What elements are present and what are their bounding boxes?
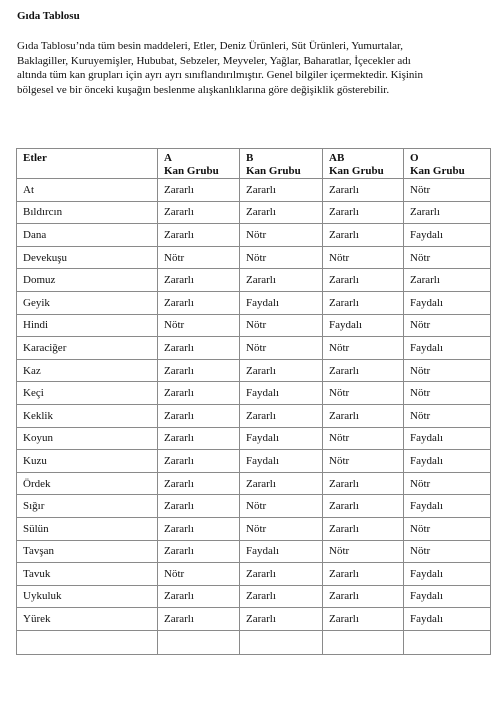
table-row — [17, 608, 491, 631]
header-blood-type-b: B Kan Grubu — [240, 149, 323, 179]
blood-a-cell: Zararlı — [158, 224, 240, 247]
meat-name-cell: At — [17, 179, 158, 202]
table-row — [17, 495, 491, 518]
meat-name-cell: Devekuşu — [17, 246, 158, 269]
blood-b-cell: Zararlı — [240, 472, 323, 495]
table-row — [17, 246, 491, 269]
blood-a-cell: Zararlı — [158, 495, 240, 518]
blood-o-cell: Faydalı — [404, 224, 491, 247]
blood-o-cell: Nötr — [404, 246, 491, 269]
blood-o-cell: Faydalı — [404, 563, 491, 586]
blood-o-cell: Zararlı — [404, 269, 491, 292]
meat-name-cell: Bıldırcın — [17, 201, 158, 224]
table-row — [17, 291, 491, 314]
blood-o-cell: Faydalı — [404, 585, 491, 608]
blood-ab-cell: Nötr — [323, 382, 404, 405]
table-body — [17, 179, 491, 655]
blood-o-cell: Nötr — [404, 517, 491, 540]
blood-a-cell: Zararlı — [158, 201, 240, 224]
blood-ab-cell: Zararlı — [323, 291, 404, 314]
table-row — [17, 382, 491, 405]
table-row — [17, 269, 491, 292]
blood-a-cell: Nötr — [158, 563, 240, 586]
blood-a-cell: Nötr — [158, 246, 240, 269]
table-row — [17, 314, 491, 337]
blood-a-cell: Zararlı — [158, 179, 240, 202]
blood-b-cell: Zararlı — [240, 201, 323, 224]
blood-b-cell: Nötr — [240, 224, 323, 247]
header-meat: Etler — [17, 149, 158, 179]
blood-o-cell: Faydalı — [404, 427, 491, 450]
empty-cell — [17, 630, 158, 654]
blood-ab-cell: Nötr — [323, 246, 404, 269]
document-title: Gıda Tablosu — [17, 10, 80, 22]
table-header-row — [17, 149, 491, 179]
blood-b-cell: Zararlı — [240, 179, 323, 202]
blood-o-cell: Faydalı — [404, 337, 491, 360]
blood-ab-cell: Zararlı — [323, 472, 404, 495]
table-row — [17, 517, 491, 540]
blood-o-cell: Faydalı — [404, 495, 491, 518]
meat-name-cell: Domuz — [17, 269, 158, 292]
intro-line: Baklagiller, Kuruyemişler, Hububat, Sebzeler, Meyveler, Yağlar, Baharatlar, İçecekler adı — [17, 54, 411, 67]
blood-ab-cell: Zararlı — [323, 269, 404, 292]
table-row — [17, 540, 491, 563]
header-blood-type-a: A Kan Grubu — [158, 149, 240, 179]
blood-ab-cell: Zararlı — [323, 495, 404, 518]
blood-ab-cell: Nötr — [323, 450, 404, 473]
blood-ab-cell: Nötr — [323, 540, 404, 563]
blood-b-cell: Faydalı — [240, 540, 323, 563]
blood-b-cell: Zararlı — [240, 585, 323, 608]
blood-b-cell: Faydalı — [240, 382, 323, 405]
table-row — [17, 224, 491, 247]
blood-o-cell: Faydalı — [404, 291, 491, 314]
blood-a-cell: Zararlı — [158, 269, 240, 292]
blood-o-cell: Nötr — [404, 404, 491, 427]
blood-ab-cell: Zararlı — [323, 179, 404, 202]
meat-name-cell: Ördek — [17, 472, 158, 495]
blood-o-cell: Nötr — [404, 179, 491, 202]
table-row — [17, 450, 491, 473]
food-table — [16, 148, 491, 655]
blood-ab-cell: Zararlı — [323, 224, 404, 247]
meat-name-cell: Uykuluk — [17, 585, 158, 608]
blood-a-cell: Zararlı — [158, 540, 240, 563]
intro-line: bölgesel ve bir önceki kuşağın beslenme alışkanlıklarına göre değişiklik gösterebilir. — [17, 83, 390, 96]
blood-a-cell: Zararlı — [158, 608, 240, 631]
header-blood-type-o: O Kan Grubu — [404, 149, 491, 179]
blood-b-cell: Zararlı — [240, 359, 323, 382]
meat-name-cell: Geyik — [17, 291, 158, 314]
meat-name-cell: Koyun — [17, 427, 158, 450]
meat-name-cell: Yürek — [17, 608, 158, 631]
blood-ab-cell: Zararlı — [323, 201, 404, 224]
table-row — [17, 427, 491, 450]
intro-paragraph — [17, 39, 499, 97]
table-row — [17, 337, 491, 360]
blood-a-cell: Zararlı — [158, 427, 240, 450]
empty-cell — [158, 630, 240, 654]
blood-b-cell: Nötr — [240, 246, 323, 269]
meat-name-cell: Tavşan — [17, 540, 158, 563]
meat-name-cell: Tavuk — [17, 563, 158, 586]
empty-cell — [240, 630, 323, 654]
table-row — [17, 404, 491, 427]
table-row — [17, 359, 491, 382]
blood-o-cell: Faydalı — [404, 608, 491, 631]
blood-o-cell: Nötr — [404, 540, 491, 563]
blood-o-cell: Nötr — [404, 472, 491, 495]
blood-b-cell: Faydalı — [240, 450, 323, 473]
blood-ab-cell: Zararlı — [323, 563, 404, 586]
blood-a-cell: Zararlı — [158, 472, 240, 495]
header-blood-type-ab: AB Kan Grubu — [323, 149, 404, 179]
meat-name-cell: Hindi — [17, 314, 158, 337]
table-row — [17, 563, 491, 586]
blood-ab-cell: Nötr — [323, 427, 404, 450]
blood-o-cell: Nötr — [404, 359, 491, 382]
blood-o-cell: Zararlı — [404, 201, 491, 224]
blood-b-cell: Zararlı — [240, 608, 323, 631]
blood-ab-cell: Zararlı — [323, 517, 404, 540]
blood-ab-cell: Nötr — [323, 337, 404, 360]
blood-a-cell: Zararlı — [158, 404, 240, 427]
empty-cell — [323, 630, 404, 654]
meat-name-cell: Keçi — [17, 382, 158, 405]
table-row — [17, 585, 491, 608]
meat-name-cell: Keklik — [17, 404, 158, 427]
meat-name-cell: Sülün — [17, 517, 158, 540]
meat-name-cell: Kaz — [17, 359, 158, 382]
empty-cell — [404, 630, 491, 654]
blood-b-cell: Nötr — [240, 314, 323, 337]
blood-b-cell: Faydalı — [240, 427, 323, 450]
blood-b-cell: Zararlı — [240, 269, 323, 292]
blood-b-cell: Zararlı — [240, 404, 323, 427]
meat-name-cell: Sığır — [17, 495, 158, 518]
intro-line: altında tüm kan grupları için ayrı ayrı sınıflandırılmıştır. Genel bilgiler içermektedir. Kişinin — [17, 69, 423, 82]
blood-o-cell: Nötr — [404, 314, 491, 337]
table-row — [17, 472, 491, 495]
blood-ab-cell: Zararlı — [323, 404, 404, 427]
blood-a-cell: Zararlı — [158, 382, 240, 405]
blood-a-cell: Nötr — [158, 314, 240, 337]
blood-b-cell: Faydalı — [240, 291, 323, 314]
blood-ab-cell: Faydalı — [323, 314, 404, 337]
blood-a-cell: Zararlı — [158, 585, 240, 608]
blood-o-cell: Nötr — [404, 382, 491, 405]
blood-b-cell: Nötr — [240, 337, 323, 360]
blood-o-cell: Faydalı — [404, 450, 491, 473]
table-row — [17, 179, 491, 202]
table-row — [17, 201, 491, 224]
blood-b-cell: Nötr — [240, 495, 323, 518]
blood-ab-cell: Zararlı — [323, 359, 404, 382]
blood-a-cell: Zararlı — [158, 291, 240, 314]
blood-b-cell: Zararlı — [240, 563, 323, 586]
empty-table-row — [17, 630, 491, 654]
blood-b-cell: Nötr — [240, 517, 323, 540]
meat-name-cell: Dana — [17, 224, 158, 247]
blood-a-cell: Zararlı — [158, 337, 240, 360]
blood-a-cell: Zararlı — [158, 359, 240, 382]
intro-line: Gıda Tablosu’nda tüm besin maddeleri, Etler, Deniz Ürünleri, Süt Ürünleri, Yumurtalar, — [17, 40, 403, 52]
meat-name-cell: Kuzu — [17, 450, 158, 473]
blood-ab-cell: Zararlı — [323, 608, 404, 631]
blood-a-cell: Zararlı — [158, 517, 240, 540]
blood-ab-cell: Zararlı — [323, 585, 404, 608]
blood-a-cell: Zararlı — [158, 450, 240, 473]
meat-name-cell: Karaciğer — [17, 337, 158, 360]
